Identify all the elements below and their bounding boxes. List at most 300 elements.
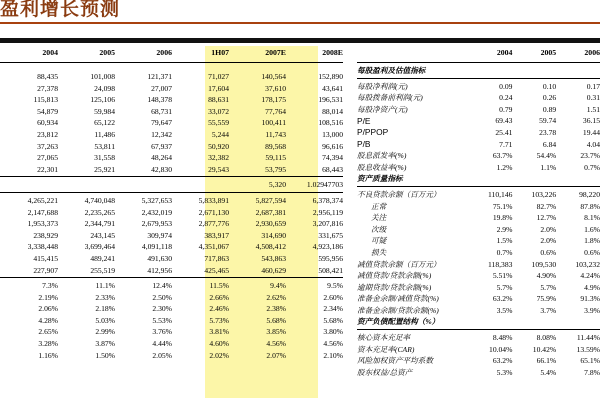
table-cell: 9.5% (327, 281, 343, 291)
table-cell: 4.60% (209, 339, 229, 349)
table-row (357, 113, 600, 125)
table-cell: 2.65% (38, 327, 58, 337)
table-cell: 36.15 (582, 116, 600, 126)
table-row (0, 290, 343, 302)
table-cell: 59,115 (265, 153, 286, 163)
table-cell: 1.5% (496, 236, 513, 246)
table-cell: 2,687,381 (255, 207, 286, 217)
table-cell: 9.4% (270, 281, 286, 291)
table-cell: 5.7% (496, 282, 513, 292)
table-cell: 5,244 (211, 129, 229, 139)
table-cell: 0.6% (584, 247, 600, 257)
table-cell: 7.3% (42, 281, 58, 291)
table-cell: 4,091,118 (141, 242, 172, 252)
table-cell: 115,813 (33, 95, 58, 105)
table-row (0, 251, 343, 263)
table-cell: 5.3% (496, 367, 513, 377)
table-cell (556, 314, 600, 326)
table-row (0, 278, 343, 290)
table-cell (115, 177, 172, 189)
table-cell: 5,327,653 (141, 195, 172, 205)
table-cell: 4,351,067 (198, 242, 229, 252)
table-cell: 2.19% (38, 292, 58, 302)
table-cell: 13.59% (576, 344, 600, 354)
table-cell: 2.02% (209, 350, 229, 360)
section-heading-row (357, 63, 600, 75)
table-row (357, 137, 600, 149)
table-cell: 12,342 (151, 129, 172, 139)
table-cell: 5.68% (323, 315, 343, 325)
table-row (0, 139, 343, 151)
table-cell: 65,122 (94, 118, 115, 128)
table-cell: 2.0% (540, 236, 557, 246)
table-cell: 3.5% (496, 305, 513, 315)
table-cell: 69.43 (495, 116, 513, 126)
table-cell (512, 171, 556, 183)
table-cell: 108,516 (318, 118, 343, 128)
row-label: 次级 (371, 224, 387, 234)
table-cell: 7.71 (499, 139, 513, 149)
row-label: 关注 (371, 213, 387, 223)
row-label: P/PPOP (357, 127, 389, 138)
column-header-2004: 2004 (496, 48, 513, 58)
table-cell: 8.48% (492, 333, 513, 343)
table-row (357, 365, 600, 377)
row-label: 每股拨备前利润(元) (357, 93, 423, 103)
table-cell: 3.87% (95, 339, 115, 349)
page-title: 盈利增长预测 (0, 0, 121, 20)
table-cell (172, 177, 229, 189)
table-cell: 3.28% (38, 339, 58, 349)
table-row (357, 330, 600, 342)
column-header-1H07: 1H07 (211, 48, 229, 58)
table-row (357, 102, 600, 114)
table-cell: 79,647 (151, 118, 172, 128)
table-cell: 54,879 (37, 106, 58, 116)
table-cell: 88,631 (208, 95, 229, 105)
table-cell: 29,543 (208, 164, 229, 174)
table-row (0, 205, 343, 217)
table-cell: 8.1% (584, 213, 600, 223)
table-cell: 59.74 (539, 116, 557, 126)
table-cell: 60,934 (37, 118, 58, 128)
row-label: 每股净资产(元) (357, 104, 408, 114)
table-cell: 54.4% (536, 151, 557, 161)
row-label: 每股净利润(元) (357, 81, 408, 91)
table-cell: 1.8% (584, 236, 600, 246)
title-divider (0, 22, 600, 24)
table-cell: 148,378 (147, 95, 172, 105)
table-cell: 71,027 (208, 72, 229, 81)
table-cell: 4.04 (586, 139, 600, 149)
table-row (357, 160, 600, 172)
table-cell: 1.50% (95, 350, 115, 360)
table-cell: 11,486 (94, 129, 115, 139)
table-row (0, 81, 343, 93)
table-cell: 6,378,374 (312, 195, 343, 205)
section-label: 每股盈利及估值指标 (357, 66, 426, 75)
table-cell: 11.5% (209, 281, 229, 291)
table-row (0, 336, 343, 348)
column-header-2005: 2005 (99, 48, 115, 58)
valuation-asset-quality-table (357, 44, 600, 376)
table-row (0, 92, 343, 104)
table-cell: 0.10 (542, 81, 557, 91)
table-cell: 5.7% (540, 282, 557, 292)
table-cell: 5,827,594 (255, 195, 286, 205)
table-cell: 2.18% (95, 304, 115, 314)
table-row (357, 186, 600, 198)
table-cell: 2.99% (95, 327, 115, 337)
table-cell: 22,301 (37, 164, 58, 174)
table-row (357, 280, 600, 292)
table-cell: 121,371 (147, 72, 172, 81)
table-cell: 3,207,816 (312, 219, 343, 229)
table-cell: 140,564 (261, 72, 286, 81)
table-cell: 5.68% (266, 315, 286, 325)
table-row (0, 301, 343, 313)
row-label: 股息收益率(%) (357, 162, 407, 172)
row-label: 股东权益/总资产 (357, 367, 413, 377)
table-cell: 543,863 (261, 253, 286, 263)
table-cell: 2.07% (266, 350, 286, 360)
table-cell: 2.38% (266, 304, 286, 314)
table-cell (469, 314, 513, 326)
table-cell: 5.53% (152, 315, 172, 325)
table-cell: 2.33% (95, 292, 115, 302)
table-cell: 0.6% (540, 247, 557, 257)
table-cell: 11.44% (576, 333, 600, 343)
table-cell: 3.76% (152, 327, 172, 337)
row-label: 准备金余额/减值贷款(%) (357, 294, 439, 304)
table-row (357, 291, 600, 303)
earnings-forecast-table (0, 44, 343, 359)
table-cell: 2.66% (209, 292, 229, 302)
table-cell: 87.8% (580, 201, 600, 211)
table-cell: 3.7% (540, 305, 557, 315)
table-cell: 68,731 (151, 106, 172, 116)
row-label: 正常 (371, 201, 387, 211)
column-header-2006: 2006 (584, 48, 600, 58)
table-cell: 11.1% (95, 281, 115, 291)
table-cell: 1,953,373 (27, 219, 58, 229)
table-cell: 17,604 (208, 83, 229, 93)
table-cell: 2.34% (323, 304, 343, 314)
table-cell: 2.46% (209, 304, 229, 314)
table-cell: 91.3% (580, 294, 600, 304)
table-cell: 43,641 (322, 83, 343, 93)
table-cell: 489,241 (90, 253, 115, 263)
table-cell: 19.44 (582, 127, 600, 137)
table-cell: 508,421 (318, 265, 343, 275)
table-row (0, 216, 343, 228)
table-cell: 96,616 (322, 141, 343, 151)
section-label: 资产负债配置结构（%） (357, 317, 440, 327)
table-row (0, 313, 343, 325)
table-cell: 415,415 (33, 253, 58, 263)
table-row (357, 90, 600, 102)
table-cell: 10.04% (489, 344, 513, 354)
section-heading-row (357, 171, 600, 183)
row-label: P/B (357, 138, 371, 149)
table-row (0, 228, 343, 240)
row-label: 核心资本充足率 (357, 333, 411, 343)
table-cell: 5.51% (492, 271, 513, 281)
table-row (0, 177, 343, 189)
table-cell: 1.51 (586, 104, 600, 114)
table-cell: 255,519 (90, 265, 115, 275)
table-cell: 63.7% (492, 151, 513, 161)
table-row (0, 263, 343, 275)
row-label: P/E (357, 115, 371, 126)
table-cell: 0.26 (542, 93, 557, 103)
table-cell: 2.06% (38, 304, 58, 314)
table-row (0, 104, 343, 116)
table-cell: 4.56% (266, 339, 286, 349)
table-row (0, 115, 343, 127)
table-cell: 5,320 (268, 180, 286, 190)
row-label: 风险加权资产平均系数 (357, 356, 433, 366)
table-cell: 0.09 (499, 81, 513, 91)
table-row (0, 69, 343, 81)
row-label: 可疑 (371, 236, 387, 246)
table-cell: 4,508,412 (255, 242, 286, 252)
column-header-2006: 2006 (156, 48, 172, 58)
table-cell: 595,956 (318, 253, 343, 263)
table-cell: 238,929 (33, 230, 58, 240)
table-row (357, 245, 600, 257)
table-row (0, 162, 343, 174)
table-cell: 13,000 (322, 129, 343, 139)
table-cell: 1.02947703 (306, 180, 343, 190)
column-header-2005: 2005 (540, 48, 557, 58)
table-row (0, 127, 343, 139)
table-cell: 24,098 (94, 83, 115, 93)
table-cell: 55,559 (208, 118, 229, 128)
table-row (357, 125, 600, 137)
table-cell: 63.2% (492, 294, 513, 304)
table-cell: 12.4% (152, 281, 172, 291)
table-cell: 32,382 (208, 153, 229, 163)
table-cell: 3.85% (266, 327, 286, 337)
table-row (357, 257, 600, 269)
table-row (0, 150, 343, 162)
section-label: 资产质量指标 (357, 174, 403, 184)
row-label: 资本充足率(CAR) (357, 344, 415, 354)
table-cell: 425,465 (204, 265, 229, 275)
table-cell: 12.7% (536, 213, 557, 223)
table-cell: 460,629 (261, 265, 286, 275)
table-cell: 3.80% (323, 327, 343, 337)
table-cell: 2.0% (540, 224, 557, 234)
table-row (357, 78, 600, 90)
table-cell: 5.03% (95, 315, 115, 325)
table-cell: 0.79 (499, 104, 513, 114)
table-cell: 37,263 (37, 141, 58, 151)
table-header-row (357, 44, 600, 59)
table-cell: 59,984 (94, 106, 115, 116)
table-cell: 7.8% (584, 367, 600, 377)
table-cell: 0.17 (586, 81, 600, 91)
table-cell: 125,106 (90, 95, 115, 105)
table-cell: 50,920 (208, 141, 229, 151)
table-cell: 4.9% (584, 282, 600, 292)
table-row (357, 222, 600, 234)
section-heading-row (357, 314, 600, 326)
table-cell: 4,265,221 (27, 195, 58, 205)
table-cell: 2.9% (496, 224, 513, 234)
table-header-row (0, 44, 343, 59)
table-cell: 74,394 (322, 153, 343, 163)
row-label: 损失 (371, 247, 387, 257)
header-bar (0, 38, 600, 43)
table-cell: 53,795 (265, 164, 286, 174)
table-cell: 4.44% (152, 339, 172, 349)
table-cell: 98,220 (579, 189, 600, 199)
table-cell: 1.2% (496, 162, 513, 172)
table-cell: 89,568 (265, 141, 286, 151)
table-cell: 227,907 (33, 265, 58, 275)
table-cell: 110,146 (488, 189, 513, 199)
table-cell: 101,008 (90, 72, 115, 81)
row-label: 股息派发率(%) (357, 151, 407, 161)
table-cell: 1.16% (38, 350, 58, 360)
table-row (357, 353, 600, 365)
table-cell: 63.2% (492, 356, 513, 366)
table-cell: 23,812 (37, 129, 58, 139)
table-cell: 11,743 (265, 129, 286, 139)
table-cell: 0.7% (496, 247, 513, 257)
table-cell: 0.89 (542, 104, 557, 114)
table-cell: 33,072 (208, 106, 229, 116)
table-row (357, 233, 600, 245)
table-cell: 10.42% (532, 344, 557, 354)
table-cell: 100,411 (261, 118, 286, 128)
table-cell: 2,432,019 (141, 207, 172, 217)
column-header-2004: 2004 (42, 48, 58, 58)
row-label: 减值贷款/贷款余额(%) (357, 271, 432, 281)
table-cell: 152,890 (318, 72, 343, 81)
table-cell: 88,435 (37, 72, 58, 81)
table-cell: 65.1% (580, 356, 600, 366)
table-cell (512, 63, 556, 75)
table-cell: 2,235,265 (84, 207, 115, 217)
table-row (0, 324, 343, 336)
table-cell (469, 63, 513, 75)
table-cell: 37,610 (265, 83, 286, 93)
table-cell: 82.7% (536, 201, 557, 211)
table-cell (0, 177, 58, 189)
table-cell: 2,147,688 (27, 207, 58, 217)
table-cell: 178,175 (261, 95, 286, 105)
table-cell: 5.4% (540, 367, 557, 377)
table-cell: 77,764 (265, 106, 286, 116)
table-cell: 23.78 (539, 127, 557, 137)
table-cell: 3,338,448 (27, 242, 58, 252)
table-cell: 48,264 (151, 153, 172, 163)
table-cell: 66.1% (536, 356, 557, 366)
table-cell: 0.24 (499, 93, 513, 103)
table-cell: 2,671,130 (198, 207, 229, 217)
table-cell: 2,877,776 (198, 219, 229, 229)
table-cell: 103,232 (575, 259, 600, 269)
table-cell: 4.90% (536, 271, 557, 281)
table-cell: 3.9% (584, 305, 600, 315)
table-cell: 243,145 (90, 230, 115, 240)
table-cell: 2.50% (152, 292, 172, 302)
table-row (357, 268, 600, 280)
table-cell: 2.30% (152, 304, 172, 314)
table-row (357, 342, 600, 354)
table-cell: 118,383 (488, 259, 513, 269)
table-cell: 27,065 (37, 153, 58, 163)
table-cell: 31,558 (94, 153, 115, 163)
column-header-2007E: 2007E (265, 48, 286, 58)
table-cell: 103,226 (531, 189, 557, 199)
table-cell (469, 171, 513, 183)
table-cell: 412,956 (147, 265, 172, 275)
table-cell: 5,833,891 (198, 195, 229, 205)
table-cell: 196,531 (318, 95, 343, 105)
table-cell: 331,675 (318, 230, 343, 240)
table-cell: 8.08% (536, 333, 557, 343)
table-cell: 0.31 (586, 93, 600, 103)
table-cell: 27,378 (37, 83, 58, 93)
table-cell: 4.28% (38, 315, 58, 325)
table-cell: 314,690 (261, 230, 286, 240)
table-cell: 67,937 (151, 141, 172, 151)
table-cell: 383,917 (204, 230, 229, 240)
table-cell: 0.7% (584, 162, 600, 172)
table-cell: 4.56% (323, 339, 343, 349)
table-row (357, 303, 600, 315)
table-cell: 2.60% (323, 292, 343, 302)
table-cell: 3.81% (209, 327, 229, 337)
table-cell: 717,863 (204, 253, 229, 263)
table-cell: 53,811 (94, 141, 115, 151)
table-cell: 2,344,791 (84, 219, 115, 229)
table-cell: 3,699,464 (84, 242, 115, 252)
table-cell: 6.84 (542, 139, 557, 149)
table-cell: 4,923,186 (312, 242, 343, 252)
table-row (357, 210, 600, 222)
table-cell: 25,921 (94, 164, 115, 174)
table-cell: 2,930,659 (255, 219, 286, 229)
table-cell (58, 177, 115, 189)
row-label: 减值贷款余额（百万元） (357, 259, 441, 269)
table-cell: 2.62% (266, 292, 286, 302)
table-cell: 2,956,119 (312, 207, 343, 217)
table-cell: 2,679,953 (141, 219, 172, 229)
table-cell: 42,830 (151, 164, 172, 174)
table-cell: 2.10% (323, 350, 343, 360)
table-cell (512, 314, 556, 326)
column-header-2008E: 2008E (322, 48, 343, 58)
table-row (0, 239, 343, 251)
table-cell: 309,974 (147, 230, 172, 240)
table-row (0, 192, 343, 204)
table-cell (556, 171, 600, 183)
table-cell: 4.24% (580, 271, 600, 281)
table-cell: 27,007 (151, 83, 172, 93)
table-cell: 1.6% (584, 224, 600, 234)
table-cell: 23.7% (580, 151, 600, 161)
column-header-label (357, 44, 469, 59)
table-cell (556, 63, 600, 75)
table-cell: 88,014 (322, 106, 343, 116)
table-cell: 25.41 (495, 127, 513, 137)
table-cell: 109,530 (531, 259, 557, 269)
